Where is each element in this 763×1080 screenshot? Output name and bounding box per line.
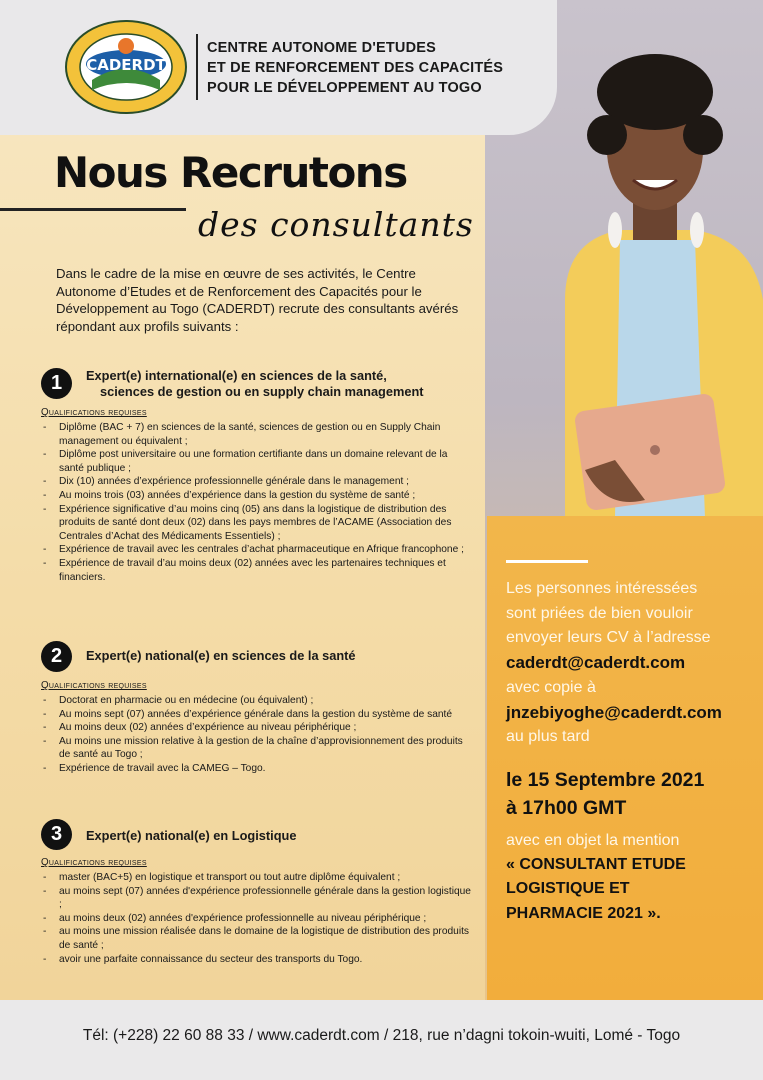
org-name-line-3: POUR LE DÉVELOPPEMENT AU TOGO [207, 80, 482, 96]
header-divider [196, 34, 198, 100]
section-2-title: Expert(e) national(e) en sciences de la santé [86, 648, 356, 663]
section-2-requirements [41, 694, 473, 776]
cta-line-1: Les personnes intéressées [506, 580, 698, 597]
list-item: - au moins deux (02) années d'expérience professionnelle au niveau périphérique ; [41, 912, 473, 926]
list-item: - Expérience significative d’au moins cinq (05) ans dans la logistique de distribution des produits de santé dont deux (02) dans les pays membres de l’ACAME (Association des Centrales d’Achat des Médicaments Essentiels) ; [41, 503, 473, 544]
list-item: - avoir une parfaite connaissance du secteur des transports du Togo. [41, 953, 473, 967]
section-2-qualifications-label: Qualifications requises [41, 680, 147, 691]
logo-wordmark: CADERDT [86, 56, 166, 74]
list-item: - master (BAC+5) en logistique et transport ou tout autre diplôme équivalent ; [41, 871, 473, 885]
copy-email[interactable]: jnzebiyoghe@caderdt.com [506, 703, 722, 722]
intro-paragraph: Dans le cadre de la mise en œuvre de ses activités, le Centre Autonome d’Etudes et de Renforcement des Capacités pour le Développement au Togo (CADERDT) recrute des consultants avérés répondant aux profils suivants : [56, 266, 459, 334]
deadline-date: le 15 Septembre 2021 [506, 769, 705, 791]
deadline-time: à 17h00 GMT [506, 797, 627, 819]
section-1-number: 1 [41, 368, 72, 399]
cta-line-3: envoyer leurs CV à l’adresse [506, 629, 711, 646]
organization-name [207, 38, 503, 98]
section-2-number: 2 [41, 641, 72, 672]
section-3-requirements [41, 871, 473, 966]
org-name-line-1: CENTRE AUTONOME D'ETUDES [207, 40, 436, 56]
subject-mention-line-3: PHARMACIE 2021 ». [506, 905, 661, 922]
list-item: - Doctorat en pharmacie ou en médecine (ou équivalent) ; [41, 694, 473, 708]
consultant-photo [525, 40, 763, 518]
section-1-requirements [41, 421, 473, 584]
footer-contact: Tél: (+228) 22 60 88 33 / www.caderdt.com / 218, rue n’dagni tokoin-wuiti, Lomé - Togo [82, 1027, 681, 1044]
list-item: - au moins une mission réalisée dans le domaine de la logistique de distribution des produits de santé ; [41, 925, 473, 952]
primary-email[interactable]: caderdt@caderdt.com [506, 653, 686, 672]
panel-divider [506, 560, 588, 563]
subject-mention-line-2: LOGISTIQUE ET [506, 880, 630, 897]
section-3-title: Expert(e) national(e) en Logistique [86, 828, 297, 843]
page-title: Nous Recrutons [54, 148, 407, 197]
section-1-qualifications-label: Qualifications requises [41, 407, 147, 418]
header-banner [0, 0, 557, 135]
list-item: - Diplôme post universitaire ou une formation certifiante dans un domaine relevant de la santé publique ; [41, 448, 473, 475]
org-name-line-2: ET DE RENFORCEMENT DES CAPACITÉS [207, 60, 504, 76]
list-item: - Expérience de travail avec les centrales d’achat pharmaceutique en Afrique francophone ; [41, 543, 473, 557]
section-1-title [86, 368, 424, 400]
list-item: - Au moins une mission relative à la gestion de la chaîne d’approvisionnement des produits de santé au Togo ; [41, 735, 473, 762]
title-underline [0, 208, 186, 211]
cta-line-2: sont priées de bien vouloir [506, 605, 693, 622]
cta-line-4: avec copie à [506, 679, 596, 696]
section-3-qualifications-label: Qualifications requises [41, 857, 147, 868]
list-item: - Dix (10) années d’expérience professionnelle générale dans le management ; [41, 475, 473, 489]
cta-line-5: au plus tard [506, 728, 590, 745]
cta-line-6: avec en objet la mention [506, 832, 680, 849]
caderdt-logo [62, 18, 190, 116]
list-item: - Expérience de travail d’au moins deux (02) années avec les partenaires techniques et financiers. [41, 557, 473, 584]
list-item: - Expérience de travail avec la CAMEG – Togo. [41, 762, 473, 776]
list-item: - Au moins trois (03) années d’expérience dans la gestion du système de santé ; [41, 489, 473, 503]
deadline [506, 766, 704, 822]
list-item: - au moins sept (07) années d'expérience professionnelle générale dans la gestion logistique ; [41, 885, 473, 912]
list-item: - Au moins deux (02) années d’expérience au niveau périphérique ; [41, 721, 473, 735]
section-1-title-line-2: sciences de gestion ou en supply chain management [100, 384, 424, 399]
subject-mention-line-1: « CONSULTANT ETUDE [506, 856, 686, 873]
page-subtitle: des consultants [198, 205, 474, 244]
list-item: - Au moins sept (07) années d’expérience générale dans la gestion du système de santé [41, 708, 473, 722]
section-3-number: 3 [41, 819, 72, 850]
section-1-title-line-1: Expert(e) international(e) en sciences de la santé, [86, 368, 387, 383]
list-item: - Diplôme (BAC + 7) en sciences de la santé, sciences de gestion ou en Supply Chain management ou équivalent ; [41, 421, 473, 448]
